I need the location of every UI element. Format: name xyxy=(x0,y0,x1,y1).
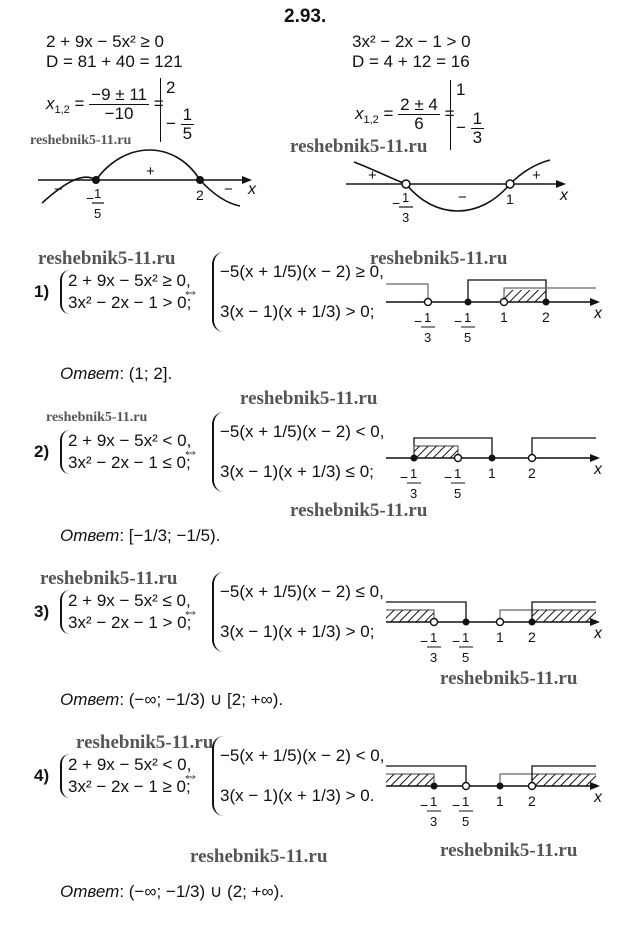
watermark: reshebnik5-11.ru xyxy=(290,136,428,157)
left-roots-formula: $x_{1,2}$ = $\frac{-9 \pm 11}{-10}$ = xyxy=(46,85,164,123)
sign-label: + xyxy=(368,167,377,184)
watermark: reshebnik5-11.ru xyxy=(46,410,148,425)
watermark: reshebnik5-11.ru xyxy=(190,846,328,867)
case-factored: −5(x + 1/5)(x − 2) < 0, 3(x − 1)(x + 1/3) ≤ 0; xyxy=(212,412,384,492)
svg-text:1: 1 xyxy=(454,466,462,481)
watermark: reshebnik5-11.ru xyxy=(440,668,578,689)
case-number-line xyxy=(386,428,616,508)
svg-text:5: 5 xyxy=(454,486,462,501)
case-factored: −5(x + 1/5)(x − 2) ≥ 0, 3(x − 1)(x + 1/3) > 0; xyxy=(212,252,384,332)
watermark: reshebnik5-11.ru xyxy=(38,248,176,269)
svg-text:5: 5 xyxy=(462,814,470,829)
svg-text:3: 3 xyxy=(410,486,418,501)
answer: Ответ: (−∞; −1/3) ∪ (2; +∞). xyxy=(60,882,285,901)
case-label: 4) xyxy=(34,766,50,785)
answer: Ответ: (1; 2]. xyxy=(60,364,173,383)
svg-text:1: 1 xyxy=(430,630,438,645)
left-inequality: 2 + 9x − 5x² ≥ 0 xyxy=(46,32,165,51)
sign-label: + xyxy=(146,163,155,180)
tick-label: − xyxy=(86,190,95,206)
case-factored: −5(x + 1/5)(x − 2) < 0, 3(x − 1)(x + 1/3) > 0. xyxy=(212,736,384,816)
svg-text:x: x xyxy=(594,305,602,322)
watermark: reshebnik5-11.ru xyxy=(76,732,214,753)
svg-text:2: 2 xyxy=(528,629,536,645)
svg-text:1: 1 xyxy=(488,465,496,481)
svg-text:−: − xyxy=(414,313,423,329)
right-parabola-graph xyxy=(340,150,580,240)
svg-text:−: − xyxy=(452,633,461,649)
svg-text:x: x xyxy=(594,461,602,478)
svg-text:2: 2 xyxy=(528,793,536,809)
svg-text:5: 5 xyxy=(464,330,472,345)
svg-text:x: x xyxy=(594,789,602,806)
sign-label: − xyxy=(54,181,63,198)
right-inequality: 3x² − 2x − 1 > 0 xyxy=(352,32,471,51)
parabola-curve xyxy=(354,160,550,211)
left-discriminant: D = 81 + 40 = 121 xyxy=(46,52,183,71)
svg-text:−: − xyxy=(400,469,409,485)
tick-label: 1 xyxy=(402,190,410,205)
svg-text:1: 1 xyxy=(410,466,418,481)
case-system: 2 + 9x − 5x² ≥ 0, 3x² − 2x − 1 > 0; xyxy=(60,270,191,314)
tick-label: 5 xyxy=(94,206,102,221)
case-number-line xyxy=(386,272,616,352)
svg-text:1: 1 xyxy=(424,310,432,325)
case-label: 1) xyxy=(34,282,50,301)
case-label: 2) xyxy=(34,442,50,461)
svg-text:5: 5 xyxy=(462,650,470,665)
case-factored: −5(x + 1/5)(x − 2) ≤ 0, 3(x − 1)(x + 1/3) > 0; xyxy=(212,572,384,652)
root-point xyxy=(506,180,514,188)
equivalence-icon: ⇔ xyxy=(182,766,199,785)
watermark: reshebnik5-11.ru xyxy=(290,500,428,521)
answer: Ответ: [−1/3; −1/5). xyxy=(60,526,221,545)
svg-text:−: − xyxy=(420,797,429,813)
svg-text:−: − xyxy=(420,633,429,649)
right-discriminant: D = 4 + 12 = 16 xyxy=(352,52,470,71)
svg-text:1: 1 xyxy=(464,310,472,325)
svg-text:1: 1 xyxy=(430,794,438,809)
svg-text:−: − xyxy=(452,797,461,813)
svg-text:1: 1 xyxy=(462,794,470,809)
tick-label: 2 xyxy=(196,187,204,203)
root-point xyxy=(92,176,100,184)
right-roots-values: 1 − $\frac{1}{3}$ xyxy=(450,80,484,150)
equivalence-icon: ⇔ xyxy=(182,282,199,301)
svg-text:3: 3 xyxy=(430,650,438,665)
case-system: 2 + 9x − 5x² < 0, 3x² − 2x − 1 ≤ 0; xyxy=(60,430,191,474)
svg-text:2: 2 xyxy=(542,309,550,325)
case-number-line xyxy=(386,756,616,836)
case-system: 2 + 9x − 5x² < 0, 3x² − 2x − 1 ≥ 0; xyxy=(60,754,191,798)
case-number-line xyxy=(386,592,616,672)
left-roots-values: 2 − $\frac{1}{5}$ xyxy=(160,78,194,142)
equivalence-icon: ⇔ xyxy=(182,602,199,621)
case-label: 3) xyxy=(34,602,50,621)
svg-text:3: 3 xyxy=(430,814,438,829)
svg-text:1: 1 xyxy=(500,309,508,325)
axis-label: x xyxy=(560,187,568,204)
problem-number: 2.93. xyxy=(284,6,327,27)
left-parabola-graph xyxy=(30,148,280,228)
root-point xyxy=(196,176,204,184)
sign-label: + xyxy=(532,167,541,184)
svg-text:1: 1 xyxy=(496,793,504,809)
tick-label: 1 xyxy=(506,191,514,207)
svg-text:−: − xyxy=(444,469,453,485)
root-point xyxy=(402,180,410,188)
right-roots-formula: $x_{1,2}$ = $\frac{2 \pm 4}{6}$ = xyxy=(355,95,455,133)
svg-text:1: 1 xyxy=(496,629,504,645)
sign-label: − xyxy=(224,181,233,198)
watermark: reshebnik5-11.ru xyxy=(370,248,508,269)
svg-text:2: 2 xyxy=(528,465,536,481)
parabola-curve xyxy=(42,150,240,206)
answer: Ответ: (−∞; −1/3) ∪ [2; +∞). xyxy=(60,690,284,709)
case-system: 2 + 9x − 5x² ≤ 0, 3x² − 2x − 1 > 0; xyxy=(60,590,191,634)
watermark: reshebnik5-11.ru xyxy=(240,388,378,409)
tick-label: 1 xyxy=(94,186,102,201)
watermark: reshebnik5-11.ru xyxy=(30,133,132,148)
axis-label: x xyxy=(248,181,256,198)
tick-label: − xyxy=(392,195,401,211)
svg-text:1: 1 xyxy=(462,630,470,645)
sign-label: − xyxy=(458,189,467,206)
watermark: reshebnik5-11.ru xyxy=(40,568,178,589)
watermark: reshebnik5-11.ru xyxy=(440,840,578,861)
svg-text:3: 3 xyxy=(424,330,432,345)
svg-text:x: x xyxy=(594,625,602,642)
tick-label: 3 xyxy=(402,210,410,225)
equivalence-icon: ⇔ xyxy=(182,442,199,461)
svg-text:−: − xyxy=(454,313,463,329)
